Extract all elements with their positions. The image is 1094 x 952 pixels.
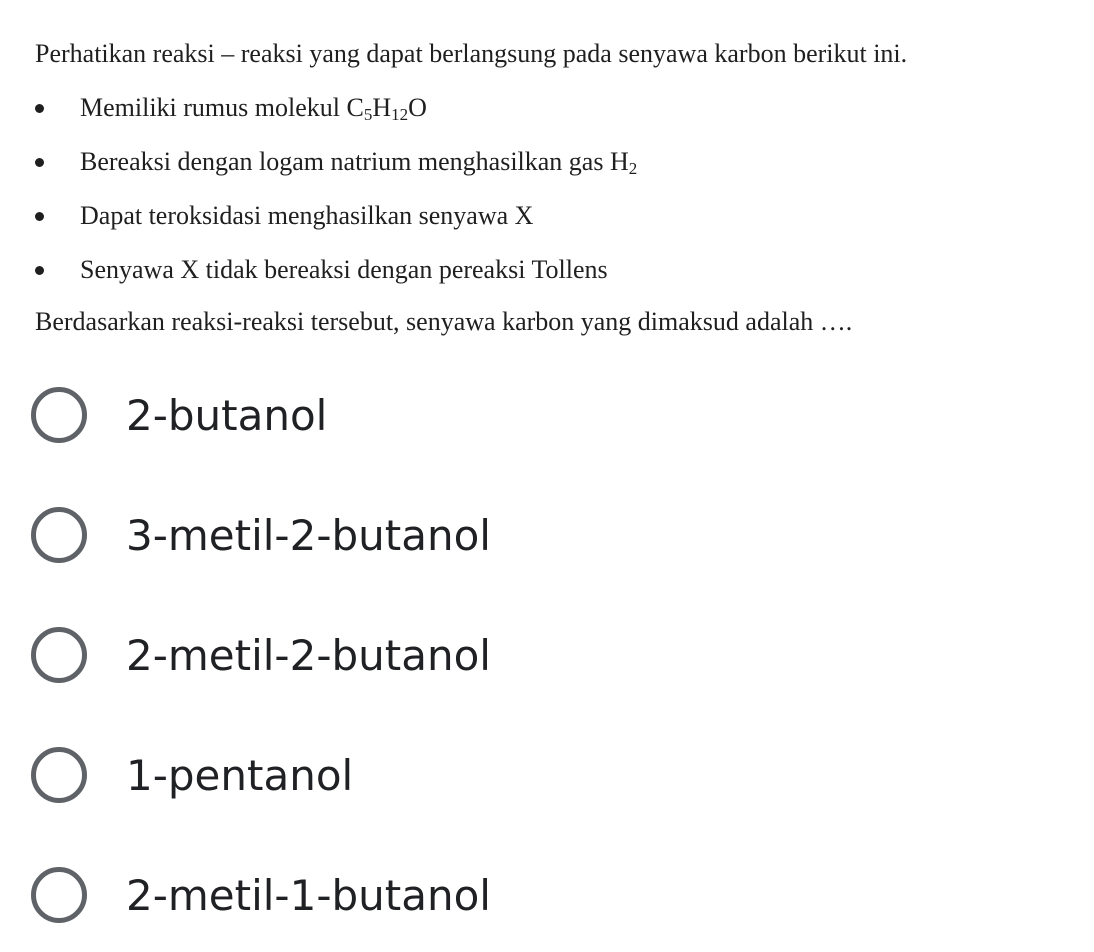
bullet-text: Memiliki rumus molekul C — [80, 93, 364, 122]
option-label: 2-butanol — [126, 390, 328, 440]
bullet-text: H — [372, 93, 392, 122]
bullet-text: Dapat teroksidasi menghasilkan senyawa X — [80, 201, 534, 230]
question-prompt: Berdasarkan reaksi-reaksi tersebut, senyawa karbon yang dimaksud adalah …. — [35, 307, 853, 336]
option-2-metil-2-butanol[interactable] — [31, 625, 731, 685]
bullet-icon — [35, 104, 44, 113]
bullet-text: O — [408, 93, 427, 122]
option-2-butanol[interactable] — [31, 385, 731, 445]
radio-unchecked-icon[interactable] — [31, 387, 87, 443]
bullet-text: Senyawa X tidak bereaksi dengan pereaksi Tollens — [80, 255, 608, 284]
option-3-metil-2-butanol[interactable] — [31, 505, 731, 565]
subscript: 12 — [391, 105, 409, 124]
option-label: 1-pentanol — [126, 750, 354, 800]
radio-unchecked-icon[interactable] — [31, 747, 87, 803]
option-label: 2-metil-1-butanol — [126, 870, 491, 920]
option-1-pentanol[interactable] — [31, 745, 731, 805]
radio-unchecked-icon[interactable] — [31, 867, 87, 923]
bullet-icon — [35, 266, 44, 275]
subscript: 5 — [363, 105, 373, 124]
option-label: 3-metil-2-butanol — [126, 510, 491, 560]
option-label: 2-metil-2-butanol — [126, 630, 491, 680]
subscript: 2 — [628, 159, 638, 178]
bullet-text: Bereaksi dengan logam natrium menghasilkan gas H — [80, 147, 629, 176]
bullet-icon — [35, 212, 44, 221]
bullet-icon — [35, 158, 44, 167]
question-intro: Perhatikan reaksi – reaksi yang dapat berlangsung pada senyawa karbon berikut ini. — [35, 39, 908, 68]
option-2-metil-1-butanol[interactable] — [31, 865, 731, 925]
radio-unchecked-icon[interactable] — [31, 627, 87, 683]
radio-unchecked-icon[interactable] — [31, 507, 87, 563]
